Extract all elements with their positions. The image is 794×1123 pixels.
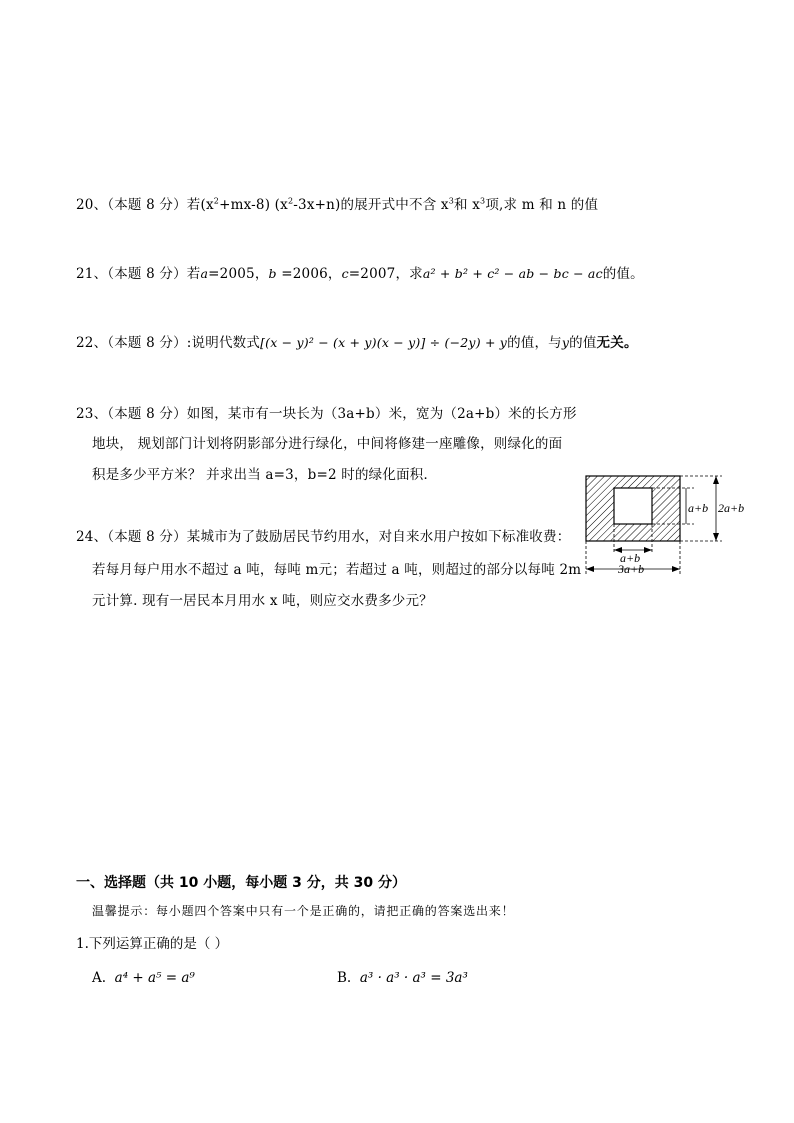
label-outer-height: 2a+b [718, 501, 745, 515]
q22-expression: [(x − y)² − (x + y)(x − y)] ÷ (−2y) + y [260, 335, 508, 350]
q20-text-2: +mx-8) (x [219, 197, 288, 213]
rectangle-diagram [582, 470, 757, 580]
section-tip: 温馨提示：每小题四个答案中只有一个是正确的，请把正确的答案选出来！ [92, 904, 515, 918]
question-22 [76, 333, 638, 353]
q21-var-b: b [268, 266, 277, 281]
option-a [92, 970, 195, 986]
q20-exp-4: 3 [480, 196, 486, 206]
statue-square [614, 488, 652, 524]
q21-suffix: 的值。 [602, 266, 644, 282]
q20-text-5: 项,求 m 和 n 的值 [485, 197, 599, 213]
question-24-line-2: 若每月每户用水不超过 a 吨，每吨 m元；若超过 a 吨，则超过的部分以每吨 2m [92, 562, 582, 578]
option-b-label: B. [337, 970, 352, 986]
q22-var-y: y [561, 335, 570, 350]
q20-exp-2: 2 [287, 196, 294, 206]
label-inner-height: a+b [688, 501, 709, 515]
q20-exp-3: 3 [448, 196, 455, 206]
question-20 [76, 195, 598, 215]
question-24-line-3: 元计算. 现有一居民本月用水 x 吨，则应交水费多少元？ [92, 593, 433, 609]
q20-text-3: -3x+n)的展开式中不含 x [293, 197, 449, 213]
option-a-label: A. [92, 970, 107, 986]
q21-prefix: 21、（本题 8 分）若 [76, 266, 201, 282]
q22-mid: 的值，与 [507, 335, 562, 351]
q20-text-4: 和 x [454, 197, 481, 213]
question-1-stem: 1.下列运算正确的是（ ） [76, 936, 229, 952]
option-a-expr: a⁴ + a⁵ = a⁹ [114, 970, 195, 986]
section-title: 一、选择题（共 10 小题，每小题 3 分，共 30 分） [76, 875, 406, 891]
option-b [337, 970, 468, 986]
q21-expression: a² + b² + c² − ab − bc − ac [422, 266, 603, 281]
q22-suffix: 的值 [569, 335, 597, 351]
q20-text-1: 20、（本题 8 分）若(x [76, 197, 214, 213]
option-b-expr: a³ · a³ · a³ = 3a³ [359, 970, 468, 986]
q20-exp-1: 2 [213, 196, 220, 206]
question-24-line-1: 24、（本题 8 分）某城市为了鼓励居民节约用水，对自来水用户按如下标准收费： [76, 529, 571, 545]
q22-suffix-bold: 无关。 [596, 335, 638, 351]
label-outer-width: 3a+b [618, 562, 645, 576]
q21-var-c: c [341, 266, 349, 281]
label-inner-width: a+b [620, 551, 641, 565]
question-23-line-2: 地块， 规划部门计划将阴影部分进行绿化，中间将修建一座雕像，则绿化的面 [92, 436, 563, 452]
question-23-line-1: 23、（本题 8 分）如图，某市有一块长为（3a+b）米，宽为（2a+b）米的长方形 [76, 406, 577, 422]
question-21 [76, 264, 644, 284]
q21-b-value: =2006， [276, 266, 342, 282]
q21-c-value: =2007，求 [348, 266, 423, 282]
q21-var-a: a [200, 266, 209, 281]
q22-prefix: 22、（本题 8 分）:说明代数式 [76, 335, 261, 351]
q21-a-value: =2005， [208, 266, 269, 282]
question-23-line-3: 积是多少平方米？ 并求出当 a=3，b=2 时的绿化面积． [92, 467, 438, 483]
